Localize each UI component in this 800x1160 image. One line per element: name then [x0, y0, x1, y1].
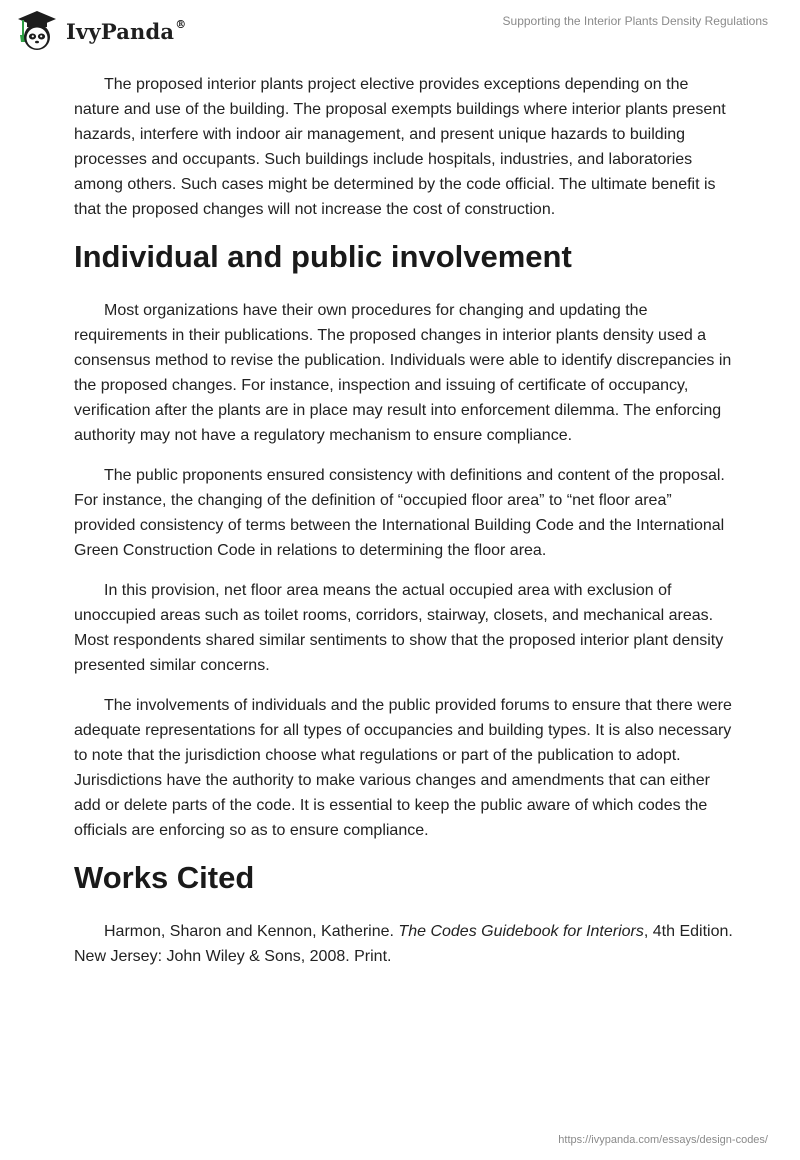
paragraph: The involvements of individuals and the public provided forums to ensure that there were adequate representations for all types of occupancies and building types. It is also necessary to note that the jurisdiction choose what regulations or part of the publication to adopt. Jurisdictions have the authority to make various changes and amendments that can either add or delete parts of the code. It is essential to keep the public aware of which codes the officials are enforcing so as to ensure compliance.: [74, 697, 732, 839]
paragraph: The public proponents ensured consistency with definitions and content of the proposal. For instance, the changing of the definition of “occupied floor area” to “net floor area” provided consistency of terms between the International Building Code and the International Green Construction Code in relations to determining the floor area.: [74, 467, 725, 559]
section-heading-involvement: Individual and public involvement: [74, 239, 572, 274]
source-url[interactable]: https://ivypanda.com/essays/design-codes/: [558, 1134, 768, 1146]
citation-details: , 4th Edition. New Jersey: John Wiley & Sons, 2008. Print.: [74, 923, 733, 965]
section-heading-works-cited: Works Cited: [74, 860, 255, 895]
logo-text: IvyPanda®: [66, 17, 187, 44]
paragraph: In this provision, net floor area means the actual occupied area with exclusion of unoccupied areas such as toilet rooms, corridors, stairway, closets, and mechanical areas. Most respondents shared similar sentiments to show that the proposed interior plant density presented similar concerns.: [74, 582, 724, 674]
essay-content: [74, 72, 734, 984]
panda-graduate-icon: [14, 8, 60, 54]
citation-authors: Harmon, Sharon and Kennon, Katherine.: [104, 923, 399, 940]
citation-title: The Codes Guidebook for Interiors: [398, 923, 644, 940]
running-title: Supporting the Interior Plants Density Regulations: [502, 14, 768, 28]
citation-entry: [74, 919, 734, 969]
intro-paragraph: The proposed interior plants project elective provides exceptions depending on the nature and use of the building. The proposal exempts buildings where interior plants present hazards, interfere with indoor air management, and present unique hazards to building processes and occupants. Such buildings include hospitals, industries, and laboratories among others. Such cases might be determined by the code official. The ultimate benefit is that the proposed changes will not increase the cost of construction.: [74, 76, 726, 218]
paragraph: Most organizations have their own procedures for changing and updating the requirements in their publications. The proposed changes in interior plants density used a consensus method to revise the publication. Individuals were able to identify discrepancies in the proposed changes. For instance, inspection and issuing of certificate of occupancy, verification after the plants are in place may result into enforcement dilemma. The enforcing authority may not have a regulatory mechanism to ensure compliance.: [74, 302, 732, 444]
page-header: [0, 0, 800, 64]
ivypanda-logo[interactable]: [14, 8, 186, 54]
